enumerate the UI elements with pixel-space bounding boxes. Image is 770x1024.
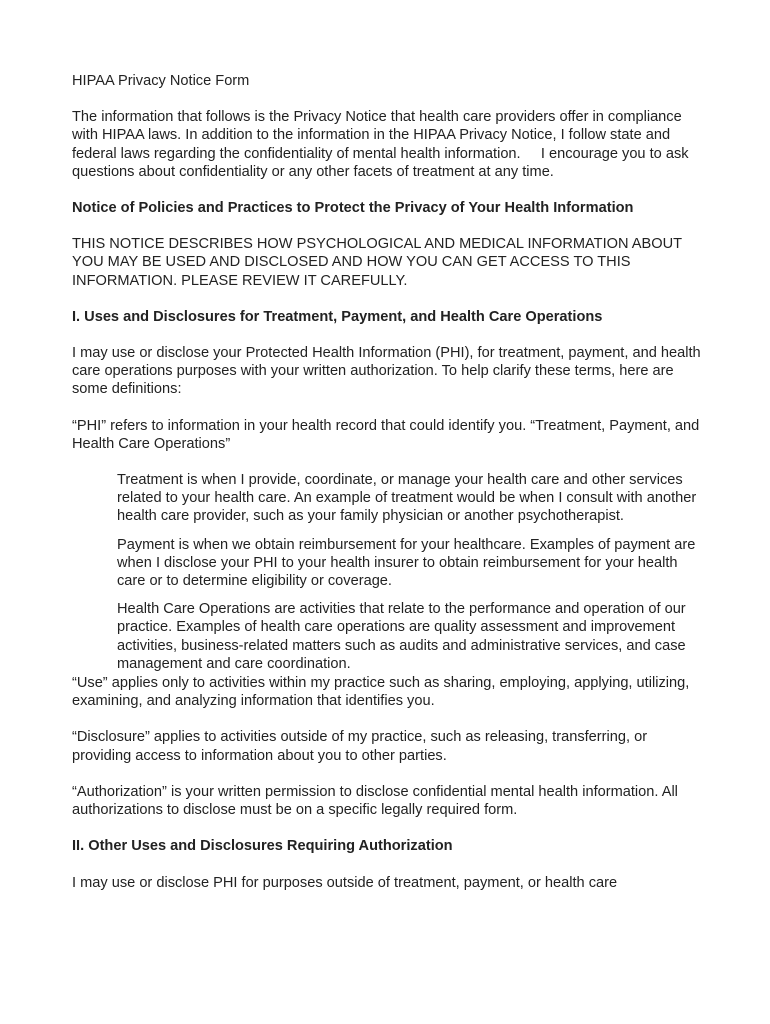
section-1-paragraph-1: I may use or disclose your Protected Health Information (PHI), for treatment, payment, and health care operations purposes with your written authorization. To help clarify these terms, here are some definitions: [72,345,701,398]
definition-disclosure: “Disclosure” applies to activities outside of my practice, such as releasing, transferring, or providing access to information about you to other parties. [72,729,648,764]
notice-heading: Notice of Policies and Practices to Protect the Privacy of Your Health Information [72,200,634,217]
section-1-paragraph-2: “PHI” refers to information in your health record that could identify you. “Treatment, Payment, and Health Care Operations” [72,417,700,452]
notice-caps-paragraph: THIS NOTICE DESCRIBES HOW PSYCHOLOGICAL AND MEDICAL INFORMATION ABOUT YOU MAY BE USED AND DISCLOSED AND HOW YOU CAN GET ACCESS TO THIS INFORMATION. PLEASE REVIEW IT CAREFULLY. [72,236,682,289]
document-page [72,72,702,910]
section-2-paragraph-1: I may use or disclose PHI for purposes outside of treatment, payment, or health care [72,874,618,891]
definition-health-care-operations: Health Care Operations are activities that relate to the performance and operation of our practice. Examples of health care operations are quality assessment and improvement activities, business-related matters such as audits and administrative services, and case management and care coordination. [117,601,686,672]
document-title: HIPAA Privacy Notice Form [72,73,250,89]
section-2-heading: II. Other Uses and Disclosures Requiring Authorization [72,838,453,855]
definition-use: “Use” applies only to activities within my practice such as sharing, employing, applying, utilizing, examining, and analyzing information that identifies you. [72,675,690,710]
definition-payment: Payment is when we obtain reimbursement for your healthcare. Examples of payment are when I disclose your PHI to your health insurer to obtain reimbursement for your health care or to determine eligibility or coverage. [117,536,696,590]
definition-treatment: Treatment is when I provide, coordinate, or manage your health care and other services related to your health care. An example of treatment would be when I consult with another health care provider, such as your family physician or another psychotherapist. [117,472,697,525]
definition-authorization: “Authorization” is your written permission to disclose confidential mental health information. All authorizations to disclose must be on a specific legally required form. [72,783,678,819]
intro-paragraph: The information that follows is the Privacy Notice that health care providers offer in compliance with HIPAA laws. In addition to the information in the HIPAA Privacy Notice, I follow state and federal laws regarding the confidentiality of mental health information. I encourage you to ask questions about confidentiality or any other facets of treatment at any time. [72,109,693,180]
section-1-heading: I. Uses and Disclosures for Treatment, Payment, and Health Care Operations [72,308,603,325]
